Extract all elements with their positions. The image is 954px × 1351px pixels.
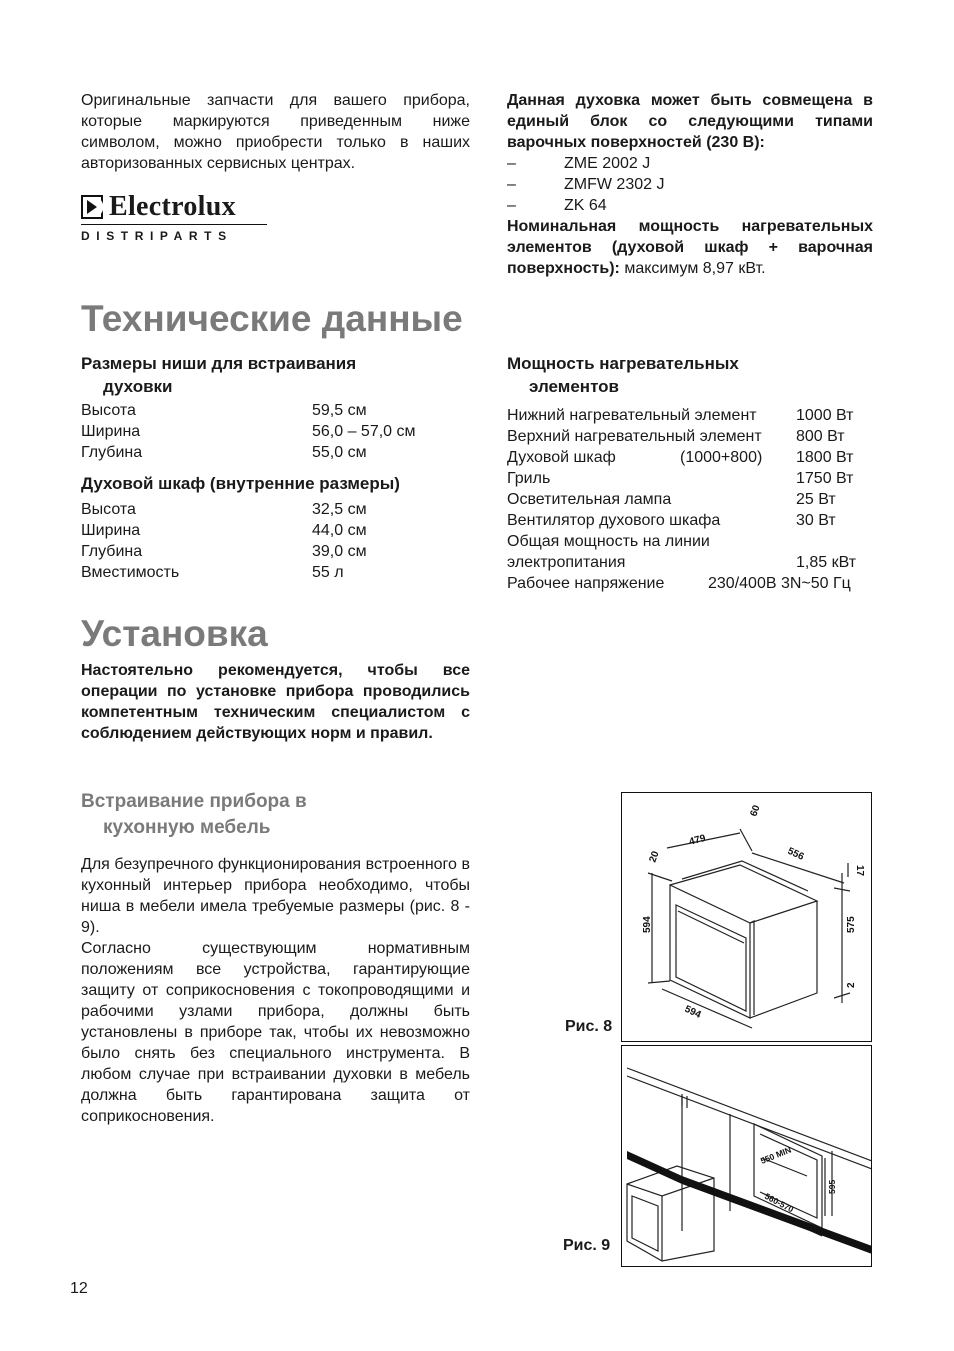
figure-8 [621, 792, 872, 1042]
fig9-caption: Рис. 9 [563, 1237, 611, 1254]
builtin-subtitle-1: Встраивание прибора в [81, 791, 307, 812]
combo-power: Номинальная мощность нагревательных элементов (духовой шкаф + варочная поверхность): максимум 8,97 кВт. [507, 218, 873, 277]
dim-2: 2 [846, 982, 857, 988]
power-row: Осветительная лампа 25 Вт [507, 491, 836, 508]
model-item: – ZMFW 2302 J [507, 176, 665, 193]
dim-575: 575 [846, 916, 857, 933]
power-section [507, 352, 877, 594]
oven-dimensions-diagram [622, 793, 871, 1041]
install-warning: Настоятельно рекомендуется, чтобы все операции по установке прибора проводились компетентным техническим специалистом с соблюдением действующих норм и правил. [81, 662, 470, 742]
power-title-2: элементов [529, 377, 620, 396]
dim-594-height: 594 [642, 916, 653, 933]
dim-550-min: 550 MIN [759, 1144, 793, 1166]
fig8-caption: Рис. 8 [565, 1018, 613, 1035]
power-title-1: Мощность нагревательных [507, 354, 739, 373]
dim-560-570: 560-570 [763, 1190, 796, 1215]
dim-594-width: 594 [682, 1003, 703, 1021]
combo-section [507, 90, 873, 279]
niche-row: Высота 59,5 см [81, 402, 367, 419]
install-para-2: Согласно существующим нормативным положениям все устройства, гарантирующие защиту от соприкосновения с токопроводящими и рабочими узлами прибора, должны быть установлены в приборе так, чтобы их невозможно было снять без специального инструмента. В любом случае при встраивании духовки в мебель должна быть гарантирована защита от соприкосновения. [81, 940, 470, 1125]
oven-title: Духовой шкаф (внутренние размеры) [81, 474, 400, 493]
dim-20: 20 [647, 849, 662, 865]
install-title: Установка [81, 613, 268, 654]
builtin-subtitle-2: кухонную мебель [103, 817, 271, 838]
oven-row: Глубина 39,0 см [81, 543, 367, 560]
oven-row: Высота 32,5 см [81, 501, 367, 518]
kitchen-installation-diagram [622, 1046, 871, 1266]
power-row: электропитания 1,85 кВт [507, 554, 857, 571]
logo-brand: Electrolux [109, 191, 236, 222]
power-row: Вентилятор духового шкафа 30 Вт [507, 512, 836, 529]
combo-heading: Данная духовка может быть совмещена в единый блок со следующими типами варочных поверхностей (230 В): [507, 92, 873, 151]
niche-section [81, 352, 481, 583]
niche-title-2: духовки [103, 377, 173, 396]
dim-17: 17 [854, 865, 865, 877]
builtin-subtitle [81, 789, 470, 841]
install-text [81, 854, 470, 1127]
dim-595: 595 [827, 1179, 837, 1194]
niche-row: Ширина 56,0 – 57,0 см [81, 423, 416, 440]
install-para-1: Для безупречного функционирования встроенного в кухонный интерьер прибора необходимо, чтобы ниша в мебели имела требуемые размеры (рис. 8 - 9). [81, 856, 470, 936]
electrolux-logo [81, 193, 267, 243]
oven-row: Ширина 44,0 см [81, 522, 367, 539]
oven-row: Вместимость 55 л [81, 564, 344, 581]
power-row: Нижний нагревательный элемент 1000 Вт [507, 407, 854, 424]
power-row: Духовой шкаф (1000+800) 1800 Вт [507, 449, 854, 466]
model-item: – ZK 64 [507, 197, 607, 214]
power-row: Верхний нагревательный элемент 800 Вт [507, 428, 845, 445]
page-number: 12 [70, 1280, 88, 1297]
electrolux-logo-icon [81, 195, 103, 219]
dim-60: 60 [748, 803, 763, 819]
logo-sub: DISTRIPARTS [81, 224, 267, 243]
dim-556: 556 [785, 845, 806, 863]
intro-text: Оригинальные запчасти для вашего прибора, которые маркируются приведенным ниже символом, можно приобрести только в наших авторизованных сервисных центрах. [81, 92, 470, 172]
power-row: Общая мощность на линии [507, 533, 710, 550]
power-row: Гриль 1750 Вт [507, 470, 854, 487]
figure-9 [621, 1045, 872, 1267]
power-row: Рабочее напряжение 230/400В 3N~50 Гц [507, 575, 851, 592]
model-item: – ZME 2002 J [507, 155, 651, 172]
niche-row: Глубина 55,0 см [81, 444, 367, 461]
tech-title: Технические данные [81, 298, 463, 339]
dim-479: 479 [687, 832, 707, 848]
niche-title-1: Размеры ниши для встраивания [81, 354, 357, 373]
